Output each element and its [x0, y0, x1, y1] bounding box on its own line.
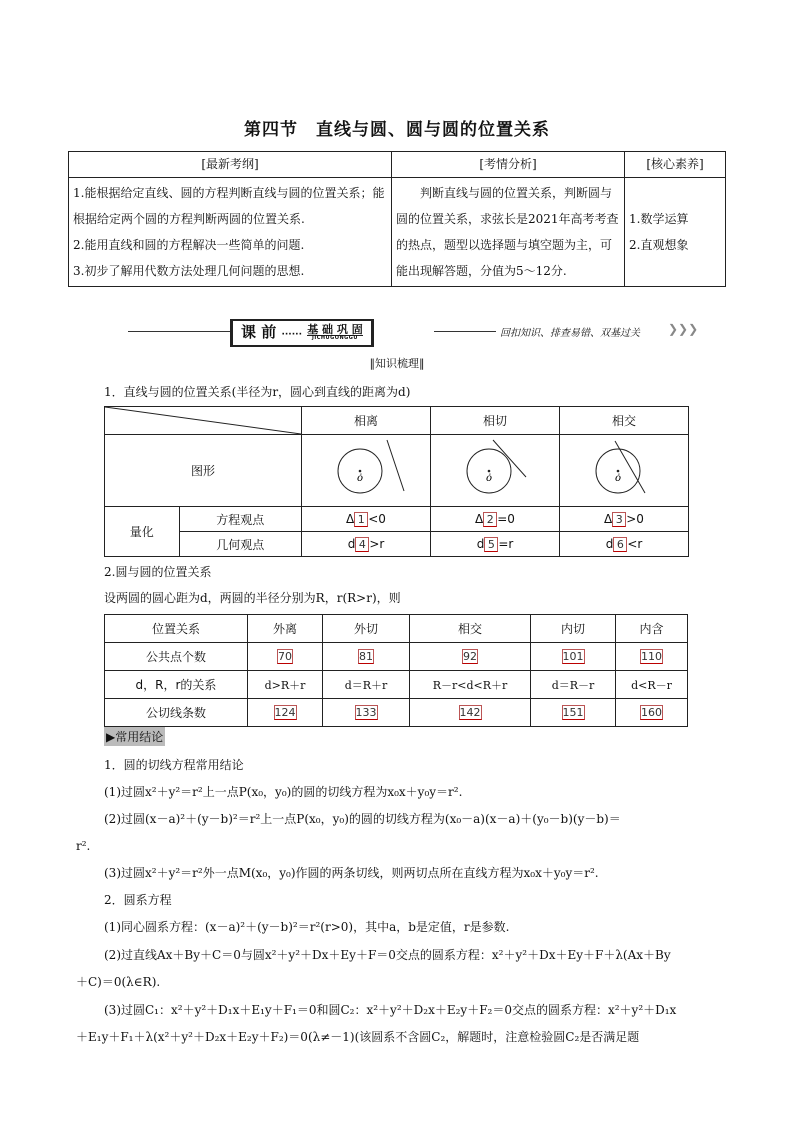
- answer-blank: 133: [355, 706, 377, 719]
- line-circle-table: [104, 406, 689, 557]
- eq-separate: Δ 1 <0: [302, 507, 431, 532]
- conclusion-line: ＋C)＝0(λ∈R).: [76, 975, 161, 989]
- eq-intersect: Δ 3 >0: [560, 507, 689, 532]
- answer-blank: 101: [562, 650, 584, 663]
- header-syllabus: [最新考纲]: [69, 152, 392, 178]
- row-eq-label: 方程观点: [179, 507, 301, 532]
- answer-blank: 124: [274, 706, 296, 719]
- analysis-text: 判断直线与圆的位置关系，判断圆与圆的位置关系，求弦长是2021年高考考查的热点，题型以选择题与填空题为主，可能出现解答题，分值为5～12分.: [396, 186, 619, 278]
- diagonal-line: [105, 407, 301, 434]
- conclusion-line: (1)同心圆系方程：(x－a)²＋(y－b)²＝r²(r>0)，其中a，b是定值，r是参数.: [104, 920, 510, 934]
- svg-text:ȯ: ȯ: [486, 473, 493, 484]
- intersect-figure: [560, 435, 688, 503]
- table-row: [105, 671, 688, 699]
- answer-blank: 110: [641, 650, 662, 663]
- answer-blank: 1: [354, 512, 368, 527]
- answer-blank: 160: [641, 706, 662, 719]
- chevrons-icon: ❯❯❯: [668, 322, 699, 336]
- tangent-figure: [431, 435, 559, 503]
- table-row: [105, 699, 688, 727]
- banner-sub: 基 础 巩 固: [307, 323, 363, 336]
- banner-right-text: 回扣知识、排查易错、双基过关: [500, 328, 640, 339]
- conclusion-line: 1．圆的切线方程常用结论: [104, 758, 244, 772]
- geo-separate: d 4 >r: [302, 532, 431, 557]
- conclusion-line: (1)过圆x²＋y²＝r²上一点P(x₀，y₀)的圆的切线方程为x₀x＋y₀y＝r².: [104, 785, 463, 799]
- col-header: 相交: [410, 615, 531, 643]
- col-header: 内含: [616, 615, 688, 643]
- col-tangent: 相切: [431, 407, 560, 435]
- answer-blank: 81: [359, 650, 373, 663]
- literacy-item: 1.数学运算: [629, 212, 689, 226]
- col-intersect: 相交: [560, 407, 689, 435]
- knowledge-label: ‖知识梳理‖: [369, 357, 425, 370]
- svg-text:ȯ: ȯ: [615, 473, 622, 484]
- overview-table: [68, 151, 726, 287]
- page-title: 第四节 直线与圆、圆与圆的位置关系: [244, 120, 550, 140]
- graph-tangent: [431, 435, 560, 507]
- conclusion-line: ＋E₁y＋F₁＋λ(x²＋y²＋D₂x＋E₂y＋F₂)＝0(λ≠－1)(该圆系不含圆C₂，解题时，注意检验圆C₂是否满足题: [76, 1030, 640, 1044]
- relation-cell: d＝R＋r: [323, 671, 410, 699]
- graph-separate: [302, 435, 431, 507]
- answer-blank: 142: [459, 706, 481, 719]
- conclusion-line: (3)过圆C₁：x²＋y²＋D₁x＋E₁y＋F₁＝0和圆C₂：x²＋y²＋D₂x＋E₂y＋F₂＝0交点的圆系方程：x²＋y²＋D₁x: [104, 1003, 677, 1017]
- answer-blank: 5: [484, 537, 498, 552]
- table-row: [105, 643, 688, 671]
- group-label: 量化: [105, 507, 180, 557]
- banner-dots: ······: [281, 330, 302, 340]
- conclusion-line: (2)过圆(x－a)²＋(y－b)²＝r²上一点P(x₀，y₀)的圆的切线方程为(x₀－a)(x－a)＋(y₀－b)(y－b)＝: [104, 812, 621, 826]
- answer-blank: 6: [613, 537, 627, 552]
- section1-heading: 1．直线与圆的位置关系(半径为r，圆心到直线的距离为d): [104, 385, 411, 399]
- geo-tangent: d 5 =r: [431, 532, 560, 557]
- syllabus-cell: [69, 178, 392, 287]
- section-banner: [128, 319, 699, 345]
- col-header: 位置关系: [105, 615, 248, 643]
- svg-text:ȯ: ȯ: [357, 473, 364, 484]
- row-label: 公切线条数: [105, 699, 248, 727]
- conclusion-line: (2)过直线Ax＋By＋C＝0与圆x²＋y²＋Dx＋Ey＋F＝0交点的圆系方程：x²＋y²＋Dx＋Ey＋F＋λ(Ax＋By: [104, 948, 671, 962]
- banner-box: [230, 319, 374, 347]
- relation-cell: d>R＋r: [248, 671, 323, 699]
- relation-cell: d＝R－r: [531, 671, 616, 699]
- circle-circle-table: [104, 614, 688, 727]
- banner-main: 课 前: [241, 323, 277, 341]
- banner-pinyin: JICHUGONGGU: [311, 335, 358, 341]
- conclusion-line: (3)过圆x²＋y²＝r²外一点M(x₀，y₀)作圆的两条切线，则两切点所在直线方程为x₀x＋y₀y＝r².: [104, 866, 599, 880]
- col-separate: 相离: [302, 407, 431, 435]
- diag-header: [105, 407, 302, 435]
- answer-blank: 2: [483, 512, 497, 527]
- col-header: 外切: [323, 615, 410, 643]
- col-header: 内切: [531, 615, 616, 643]
- literacy-item: 2.直观想象: [629, 238, 689, 252]
- answer-blank: 70: [278, 650, 292, 663]
- syllabus-item: 3.初步了解用代数方法处理几何问题的思想.: [73, 264, 305, 278]
- conclusion-line: r².: [76, 839, 91, 853]
- row-graph-label: 图形: [105, 435, 302, 507]
- banner-line-right: [434, 331, 496, 332]
- answer-blank: 3: [612, 512, 626, 527]
- syllabus-item: 2.能用直线和圆的方程解决一些简单的问题.: [73, 238, 305, 252]
- col-header: 外离: [248, 615, 323, 643]
- section2-heading: 2.圆与圆的位置关系: [104, 565, 212, 579]
- header-analysis: [考情分析]: [392, 152, 625, 178]
- relation-cell: d<R－r: [616, 671, 688, 699]
- row-label: d，R，r的关系: [105, 671, 248, 699]
- common-conclusion-tag: ▶常用结论: [104, 727, 165, 746]
- syllabus-item: 1.能根据给定直线、圆的方程判断直线与圆的位置关系；能根据给定两个圆的方程判断两圆的位置关系.: [73, 186, 385, 226]
- section2-intro: 设两圆的圆心距为d，两圆的半径分别为R，r(R>r)，则: [104, 591, 401, 605]
- conclusion-line: 2．圆系方程: [104, 893, 172, 907]
- row-geo-label: 几何观点: [179, 532, 301, 557]
- analysis-cell: [392, 178, 625, 287]
- eq-tangent: Δ 2 =0: [431, 507, 560, 532]
- separate-figure: [302, 435, 430, 503]
- geo-intersect: d 6 <r: [560, 532, 689, 557]
- header-literacy: [核心素养]: [625, 152, 726, 178]
- literacy-cell: [625, 178, 726, 287]
- answer-blank: 92: [463, 650, 477, 663]
- banner-line-left: [128, 331, 230, 332]
- row-label: 公共点个数: [105, 643, 248, 671]
- relation-cell: R－r<d<R＋r: [410, 671, 531, 699]
- answer-blank: 4: [355, 537, 369, 552]
- answer-blank: 151: [562, 706, 584, 719]
- graph-intersect: [560, 435, 689, 507]
